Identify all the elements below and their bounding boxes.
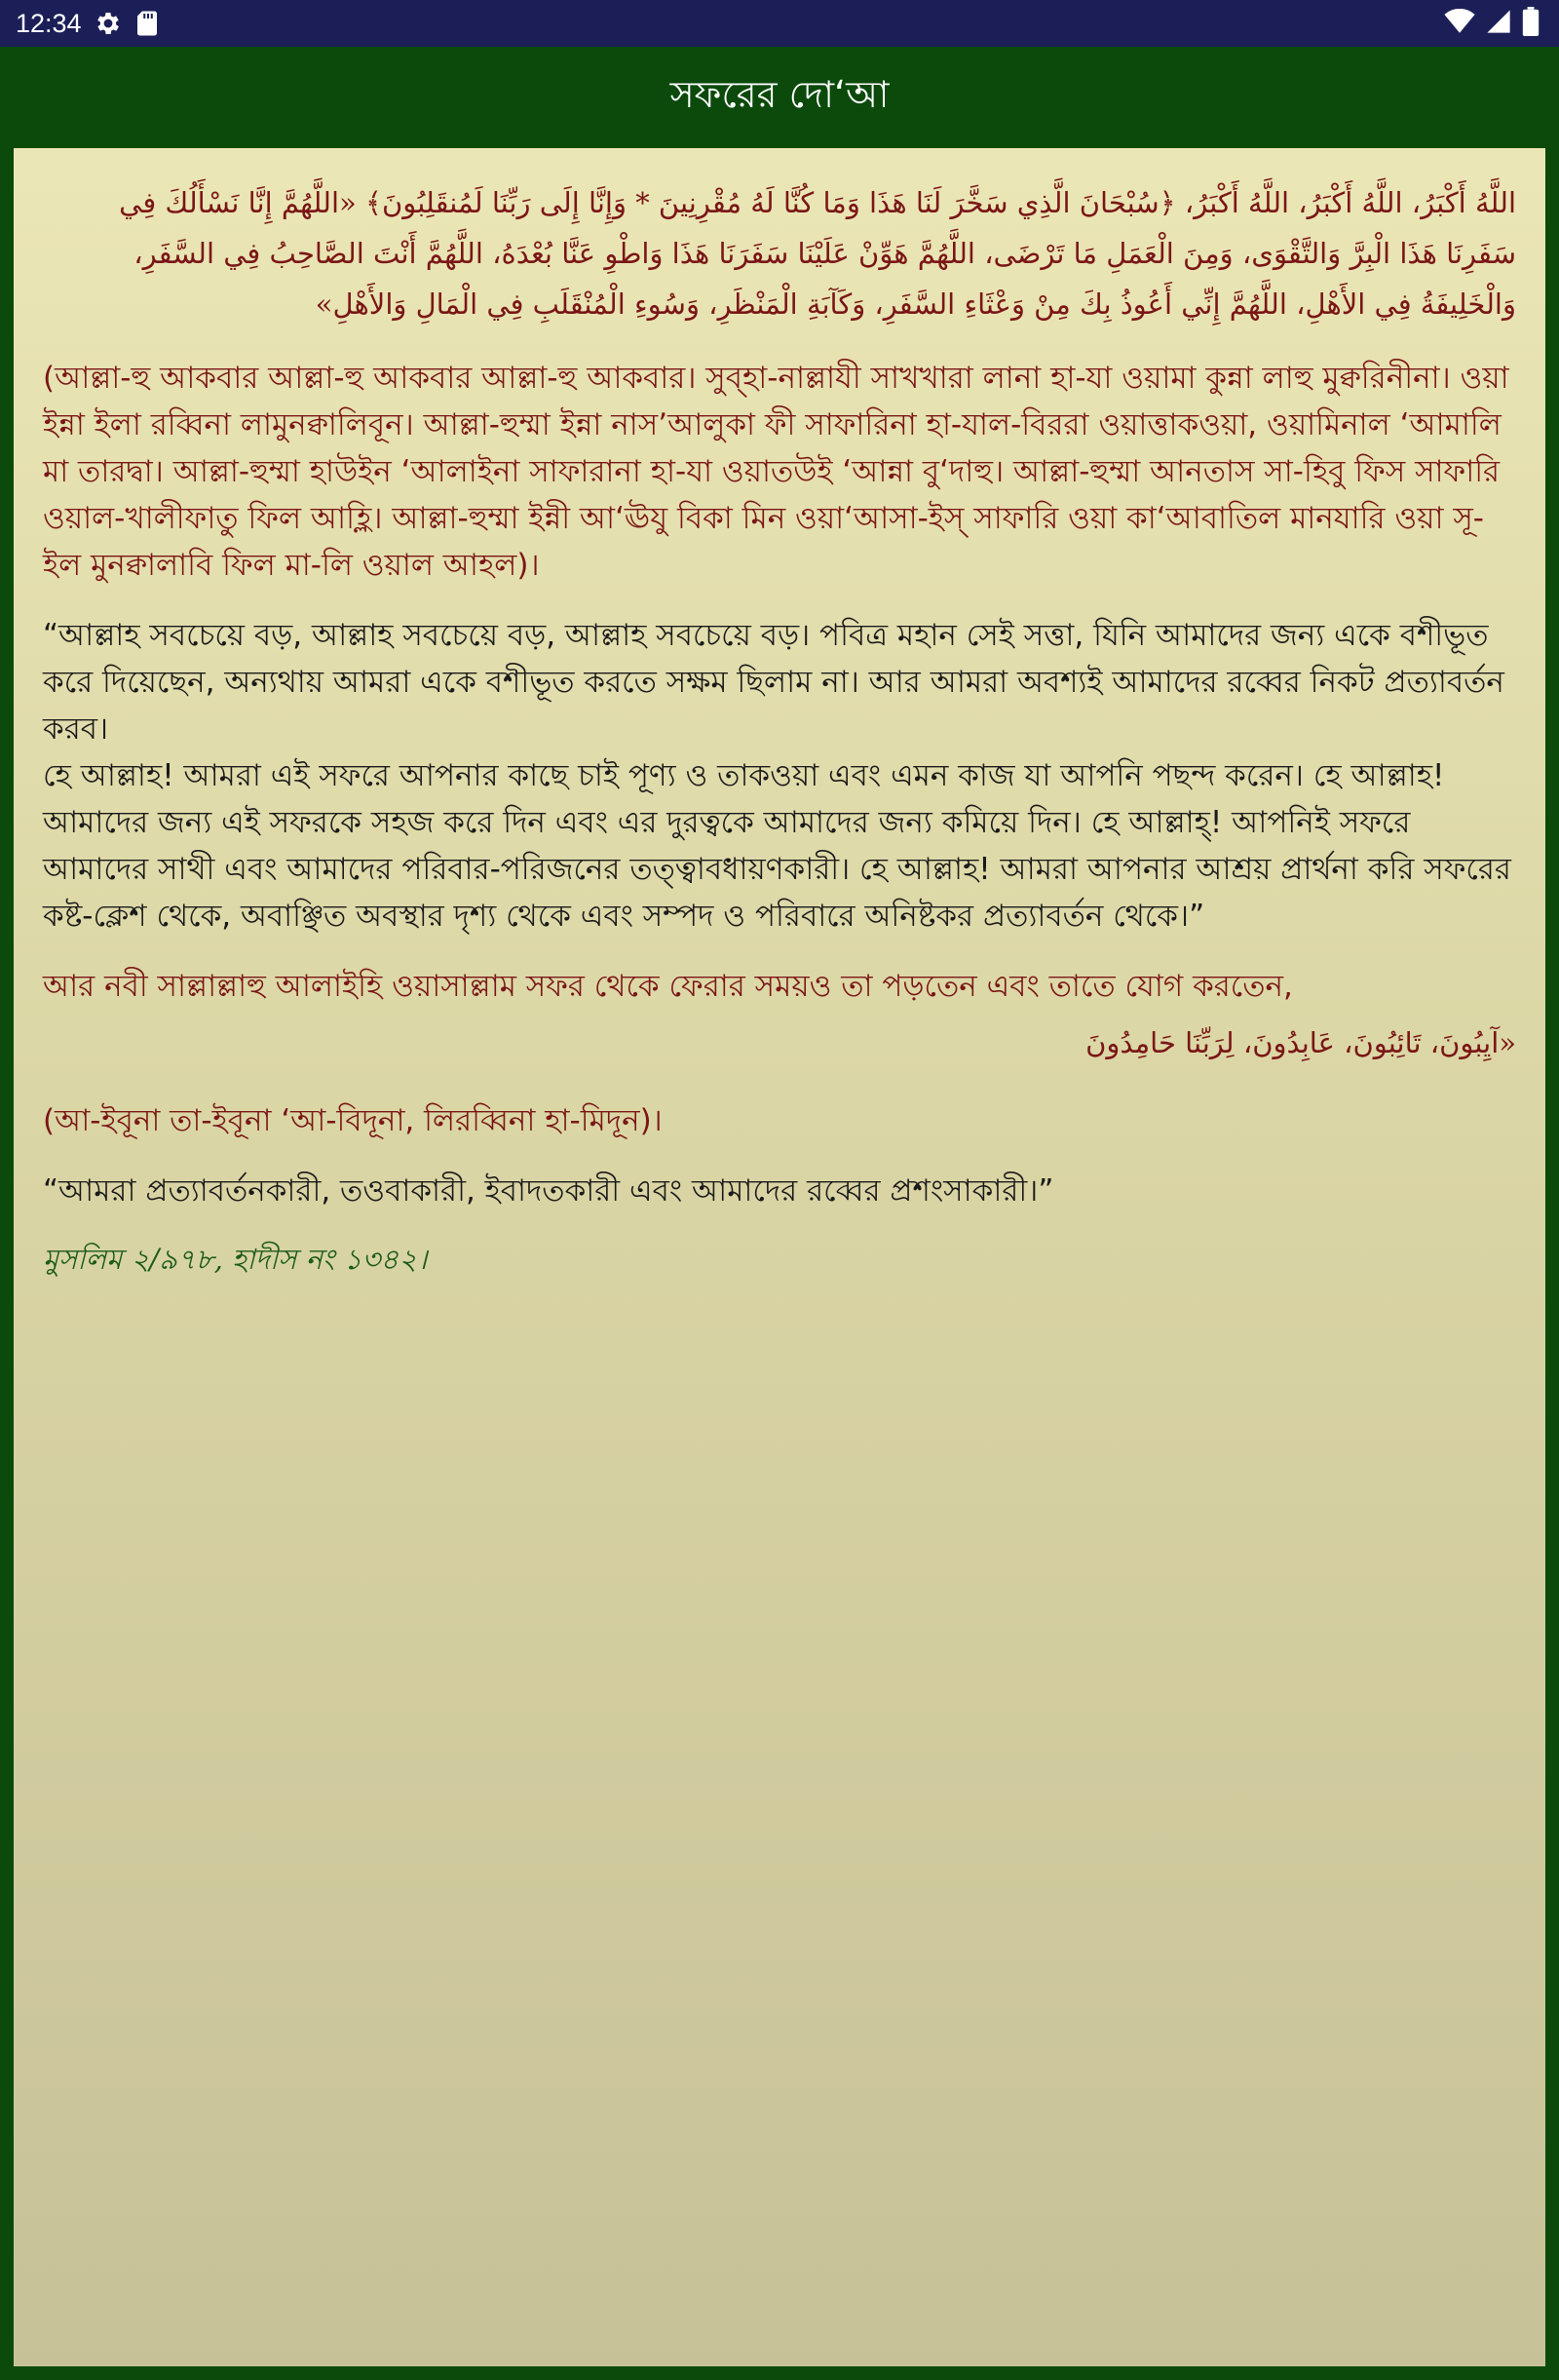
translation-part-2: হে আল্লাহ! আমরা এই সফরে আপনার কাছে চাই পূণ্য ও তাকওয়া এবং এমন কাজ যা আপনি পছন্দ করেন। হে আল্লাহ! আমাদের জন্য এই সফরকে সহজ করে দিন এবং এর দুরত্বকে আমাদের জন্য কমিয়ে দিন। হে আল্লাহ্! আপনিই সফরে আমাদের সাথী এবং আমাদের পরিবার-পরিজনের তত্ত্বাবধায়ণকারী। হে আল্লাহ! আমরা আপনার আশ্রয় প্রার্থনা করি সফরের কষ্ট-ক্লেশ থেকে, অবাঞ্ছিত অবস্থার দৃশ্য থেকে এবং সম্পদ ও পরিবারে অনিষ্টকর প্রত্যাবর্তন থেকে।”: [43, 758, 1511, 934]
translation-part-1: “আল্লাহ সবচেয়ে বড়, আল্লাহ সবচেয়ে বড়, আল্লাহ সবচেয়ে বড়। পবিত্র মহান সেই সত্তা, যিনি আমাদের জন্য একে বশীভূত করে দিয়েছেন, অন্যথায় আমরা একে বশীভূত করতে সক্ষম ছিলাম না। আর আমরা অবশ্যই আমাদের রব্বের নিকট প্রত্যাবর্তন করব।: [43, 618, 1504, 747]
note-text: আর নবী সাল্লাল্লাহু আলাইহি ওয়াসাল্লাম সফর থেকে ফেরার সময়ও তা পড়তেন এবং তাতে যোগ করতেন,: [43, 969, 1293, 1004]
bottom-border: [0, 2366, 1559, 2380]
arabic-addition-text: «آيِبُونَ، تَائِبُونَ، عَابِدُونَ، لِرَبِّنَا حَامِدُونَ: [1085, 1026, 1516, 1059]
arabic-dua-text: اللَّهُ أَكْبَرُ، اللَّهُ أَكْبَرُ، اللَّهُ أَكْبَرُ، ﴿سُبْحَانَ الَّذِي سَخَّرَ لَنَا هَذَا وَمَا كُنَّا لَهُ مُقْرِنِينَ * وَإِنَّا إِلَى رَبِّنَا لَمُنقَلِبُونَ﴾ «اللَّهُمَّ إِنَّا نَسْأَلُكَ فِي سَفَرِنَا هَذَا الْبِرَّ وَالتَّقْوَى، وَمِنَ الْعَمَلِ مَا تَرْضَى، اللَّهُمَّ هَوِّنْ عَلَيْنَا سَفَرَنَا هَذَا وَاطْوِ عَنَّا بُعْدَهُ، اللَّهُمَّ أَنْتَ الصَّاحِبُ فِي السَّفَرِ، وَالْخَلِيفَةُ فِي الأَهْلِ، اللَّهُمَّ إِنِّي أَعُوذُ بِكَ مِنْ وَعْثَاءِ السَّفَرِ، وَكَآبَةِ الْمَنْظَرِ، وَسُوءِ الْمُنْقَلَبِ فِي الْمَالِ وَالأَهْلِ»: [119, 186, 1516, 321]
transliteration-text: (আল্লা-হু আকবার আল্লা-হু আকবার আল্লা-হু আকবার। সুব্হা-নাল্লাযী সাখখারা লানা হা-যা ওয়ামা কুন্না লাহু মুক্বরিনীনা। ওয়া ইন্না ইলা রব্বিনা লামুনক্বালিবূন। আল্লা-হুম্মা ইন্না নাস’আলুকা ফী সাফারিনা হা-যাল-বিররা ওয়াত্তাকওয়া, ওয়ামিনাল ‘আমালি মা তারদ্বা। আল্লা-হুম্মা হাউইন ‘আলাইনা সাফারানা হা-যা ওয়াতউই ‘আন্না বু‘দাহু। আল্লা-হুম্মা আনতাস সা-হিবু ফিস সাফারি ওয়াল-খালীফাতু ফিল আহ্লি। আল্লা-হুম্মা ইন্নী আ‘ঊযু বিকা মিন ওয়া‘আসা-ইস্ সাফারি ওয়া কা‘আবাতিল মানযারি ওয়া সূ-ইল মুনক্বালাবি ফিল মা-লি ওয়াল আহল)।: [43, 361, 1509, 583]
status-icons-right: [1444, 0, 1540, 47]
translation-addition-text: “আমরা প্রত্যাবর্তনকারী, তওবাকারী, ইবাদতকারী এবং আমাদের রব্বের প্রশংসাকারী।”: [43, 1173, 1054, 1209]
status-time: 12:34: [16, 8, 82, 38]
sd-card-icon: [134, 9, 160, 38]
translation-text: [43, 612, 1516, 940]
battery-icon: [1522, 7, 1540, 40]
transliteration-addition-text: (আ-ইবূনা তা-ইবূনা ‘আ-বিদূনা, লিরব্বিনা হা-মিদূন)।: [43, 1103, 663, 1138]
settings-icon: [94, 9, 123, 38]
page-title: সফরের দো‘আ: [669, 73, 890, 116]
signal-icon: [1485, 8, 1512, 39]
dua-content-panel[interactable]: [14, 148, 1545, 2366]
wifi-icon: [1444, 9, 1475, 38]
status-bar: [0, 0, 1559, 47]
app-bar: [0, 47, 1559, 148]
reference-text: মুসলিম ২/৯৭৮, হাদীস নং ১৩৪২।: [43, 1243, 428, 1276]
